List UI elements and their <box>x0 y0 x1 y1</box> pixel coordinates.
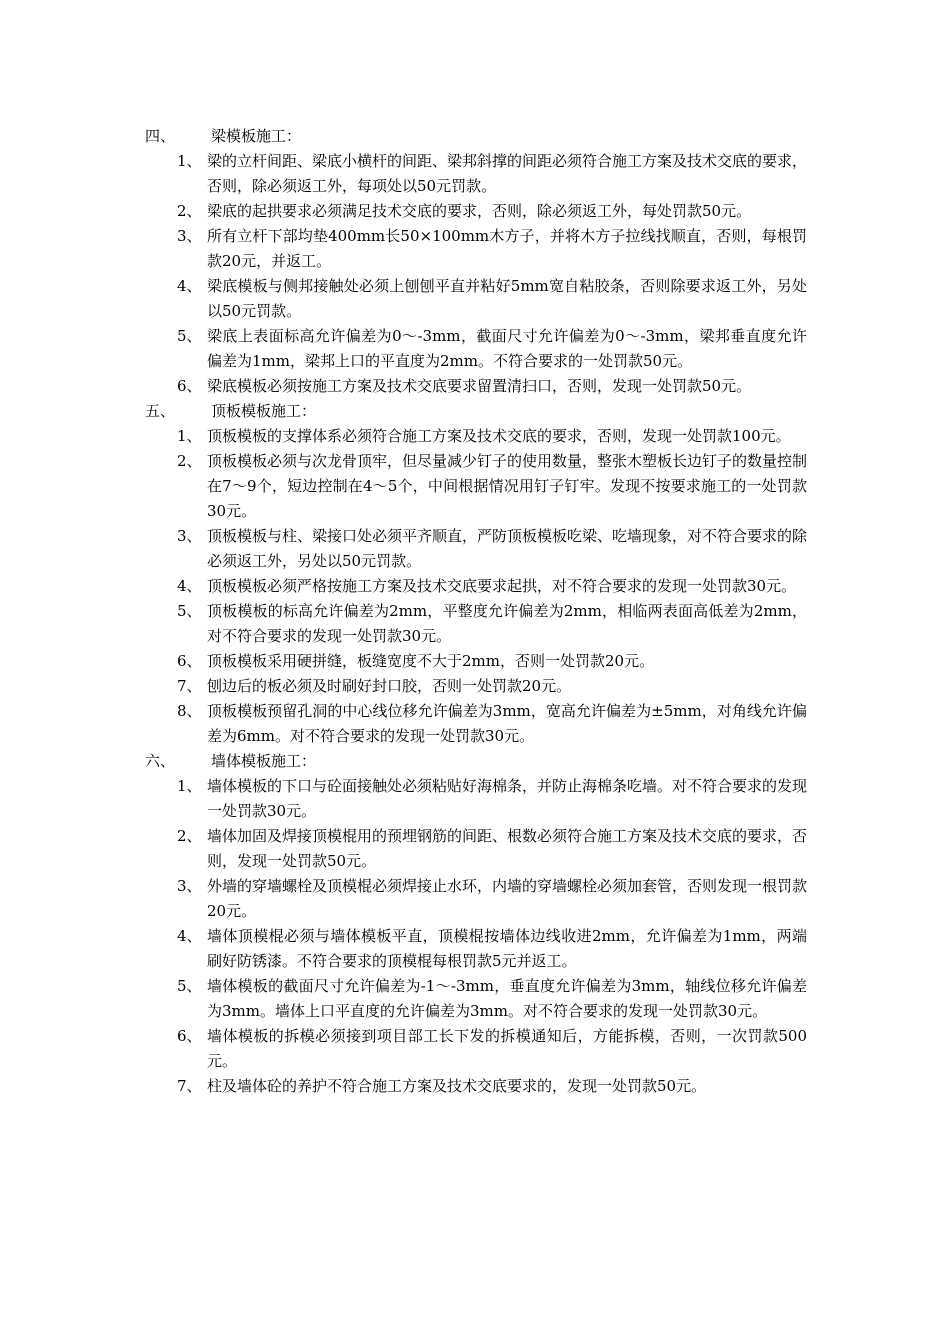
document-body <box>0 124 950 1099</box>
list-item <box>0 824 807 874</box>
section-title: 梁模板施工： <box>211 127 302 145</box>
item-text: 梁的立杆间距、梁底小横杆的间距、梁邦斜撑的间距必须符合施工方案及技术交底的要求，否则，除必须返工外，每项处以50元罚款。 <box>207 152 808 195</box>
list-item <box>0 449 807 524</box>
item-text: 顶板模板与柱、梁接口处必须平齐顺直，严防顶板模板吃梁、吃墙现象，对不符合要求的除必须返工外，另处以50元罚款。 <box>207 527 808 570</box>
list-item <box>0 324 807 374</box>
list-item <box>0 924 807 974</box>
item-number: 5、 <box>177 977 202 995</box>
section-title: 顶板模板施工： <box>211 402 317 420</box>
list-item <box>0 149 807 199</box>
item-text: 墙体模板的下口与砼面接触处必须粘贴好海棉条，并防止海棉条吃墙。对不符合要求的发现一处罚款30元。 <box>207 777 808 820</box>
item-text: 墙体模板的拆模必须接到项目部工长下发的拆模通知后，方能拆模，否则，一次罚款500元。 <box>207 1027 807 1070</box>
section-title: 墙体模板施工： <box>211 752 317 770</box>
item-number: 3、 <box>177 227 202 245</box>
section-number: 四、 <box>145 127 176 145</box>
item-text: 顶板模板的支撑体系必须符合施工方案及技术交底的要求，否则，发现一处罚款100元。 <box>207 427 791 445</box>
list-item <box>0 874 807 924</box>
item-number: 4、 <box>177 927 202 945</box>
item-number: 4、 <box>177 577 202 595</box>
item-text: 梁底的起拱要求必须满足技术交底的要求，否则，除必须返工外，每处罚款50元。 <box>207 202 752 220</box>
item-text: 墙体模板的截面尺寸允许偏差为-1～-3mm，垂直度允许偏差为3mm，轴线位移允许偏差为3mm。墙体上口平直度的允许偏差为3mm。对不符合要求的发现一处罚款30元。 <box>207 977 807 1020</box>
item-text: 顶板模板预留孔洞的中心线位移允许偏差为3mm，宽高允许偏差为±5mm，对角线允许偏差为6mm。对不符合要求的发现一处罚款30元。 <box>207 702 807 745</box>
item-text: 所有立杆下部均垫400mm长50×100mm木方子，并将木方子拉线找顺直，否则，每根罚款20元，并返工。 <box>207 227 807 270</box>
section <box>0 124 950 399</box>
list-item <box>0 224 807 274</box>
section-heading <box>0 124 950 149</box>
item-number: 7、 <box>177 1077 202 1095</box>
item-text: 顶板模板采用硬拼缝，板缝宽度不大于2mm，否则一处罚款20元。 <box>207 652 655 670</box>
list-item <box>0 274 807 324</box>
item-number: 4、 <box>177 277 202 295</box>
list-item <box>0 649 807 674</box>
item-number: 1、 <box>177 777 202 795</box>
item-number: 1、 <box>177 152 202 170</box>
list-item <box>0 974 807 1024</box>
section-heading <box>0 749 950 774</box>
list-item <box>0 574 807 599</box>
item-number: 5、 <box>177 327 202 345</box>
list-item <box>0 374 807 399</box>
item-number: 5、 <box>177 602 202 620</box>
item-text: 顶板模板必须严格按施工方案及技术交底要求起拱，对不符合要求的发现一处罚款30元。 <box>207 577 797 595</box>
section <box>0 399 950 749</box>
item-number: 2、 <box>177 452 202 470</box>
item-number: 1、 <box>177 427 202 445</box>
list-item <box>0 199 807 224</box>
item-number: 3、 <box>177 527 202 545</box>
list-item <box>0 1074 807 1099</box>
item-number: 7、 <box>177 677 202 695</box>
list-item <box>0 774 807 824</box>
list-item <box>0 699 807 749</box>
item-number: 3、 <box>177 877 202 895</box>
item-number: 8、 <box>177 702 202 720</box>
item-number: 6、 <box>177 377 202 395</box>
item-number: 2、 <box>177 202 202 220</box>
item-text: 刨边后的板必须及时刷好封口胶，否则一处罚款20元。 <box>207 677 572 695</box>
section-number: 六、 <box>145 752 176 770</box>
section-heading <box>0 399 950 424</box>
item-number: 2、 <box>177 827 202 845</box>
item-text: 梁底模板必须按施工方案及技术交底要求留置清扫口，否则，发现一处罚款50元。 <box>207 377 752 395</box>
item-text: 墙体加固及焊接顶模棍用的预埋钢筋的间距、根数必须符合施工方案及技术交底的要求，否则，发现一处罚款50元。 <box>207 827 808 870</box>
section-number: 五、 <box>145 402 176 420</box>
item-text: 顶板模板必须与次龙骨顶牢，但尽量减少钉子的使用数量，整张木塑板长边钉子的数量控制在7～9个，短边控制在4～5个，中间根据情况用钉子钉牢。发现不按要求施工的一处罚款30元。 <box>207 452 808 520</box>
item-text: 梁底模板与侧邦接触处必须上刨刨平直并粘好5mm宽自粘胶条，否则除要求返工外，另处以50元罚款。 <box>207 277 807 320</box>
item-text: 梁底上表面标高允许偏差为0～-3mm，截面尺寸允许偏差为0～-3mm，梁邦垂直度允许偏差为1mm，梁邦上口的平直度为2mm。不符合要求的一处罚款50元。 <box>207 327 807 370</box>
list-item <box>0 424 807 449</box>
item-text: 墙体顶模棍必须与墙体模板平直，顶模棍按墙体边线收进2mm，允许偏差为1mm，两端刷好防锈漆。不符合要求的顶模棍每根罚款5元并返工。 <box>207 927 807 970</box>
list-item <box>0 599 807 649</box>
item-text: 外墙的穿墙螺栓及顶模棍必须焊接止水环，内墙的穿墙螺栓必须加套管，否则发现一根罚款20元。 <box>207 877 808 920</box>
item-text: 顶板模板的标高允许偏差为2mm，平整度允许偏差为2mm，相临两表面高低差为2mm，对不符合要求的发现一处罚款30元。 <box>207 602 807 645</box>
item-number: 6、 <box>177 652 202 670</box>
list-item <box>0 524 807 574</box>
list-item <box>0 674 807 699</box>
item-number: 6、 <box>177 1027 202 1045</box>
item-text: 柱及墙体砼的养护不符合施工方案及技术交底要求的，发现一处罚款50元。 <box>207 1077 707 1095</box>
section <box>0 749 950 1099</box>
list-item <box>0 1024 807 1074</box>
